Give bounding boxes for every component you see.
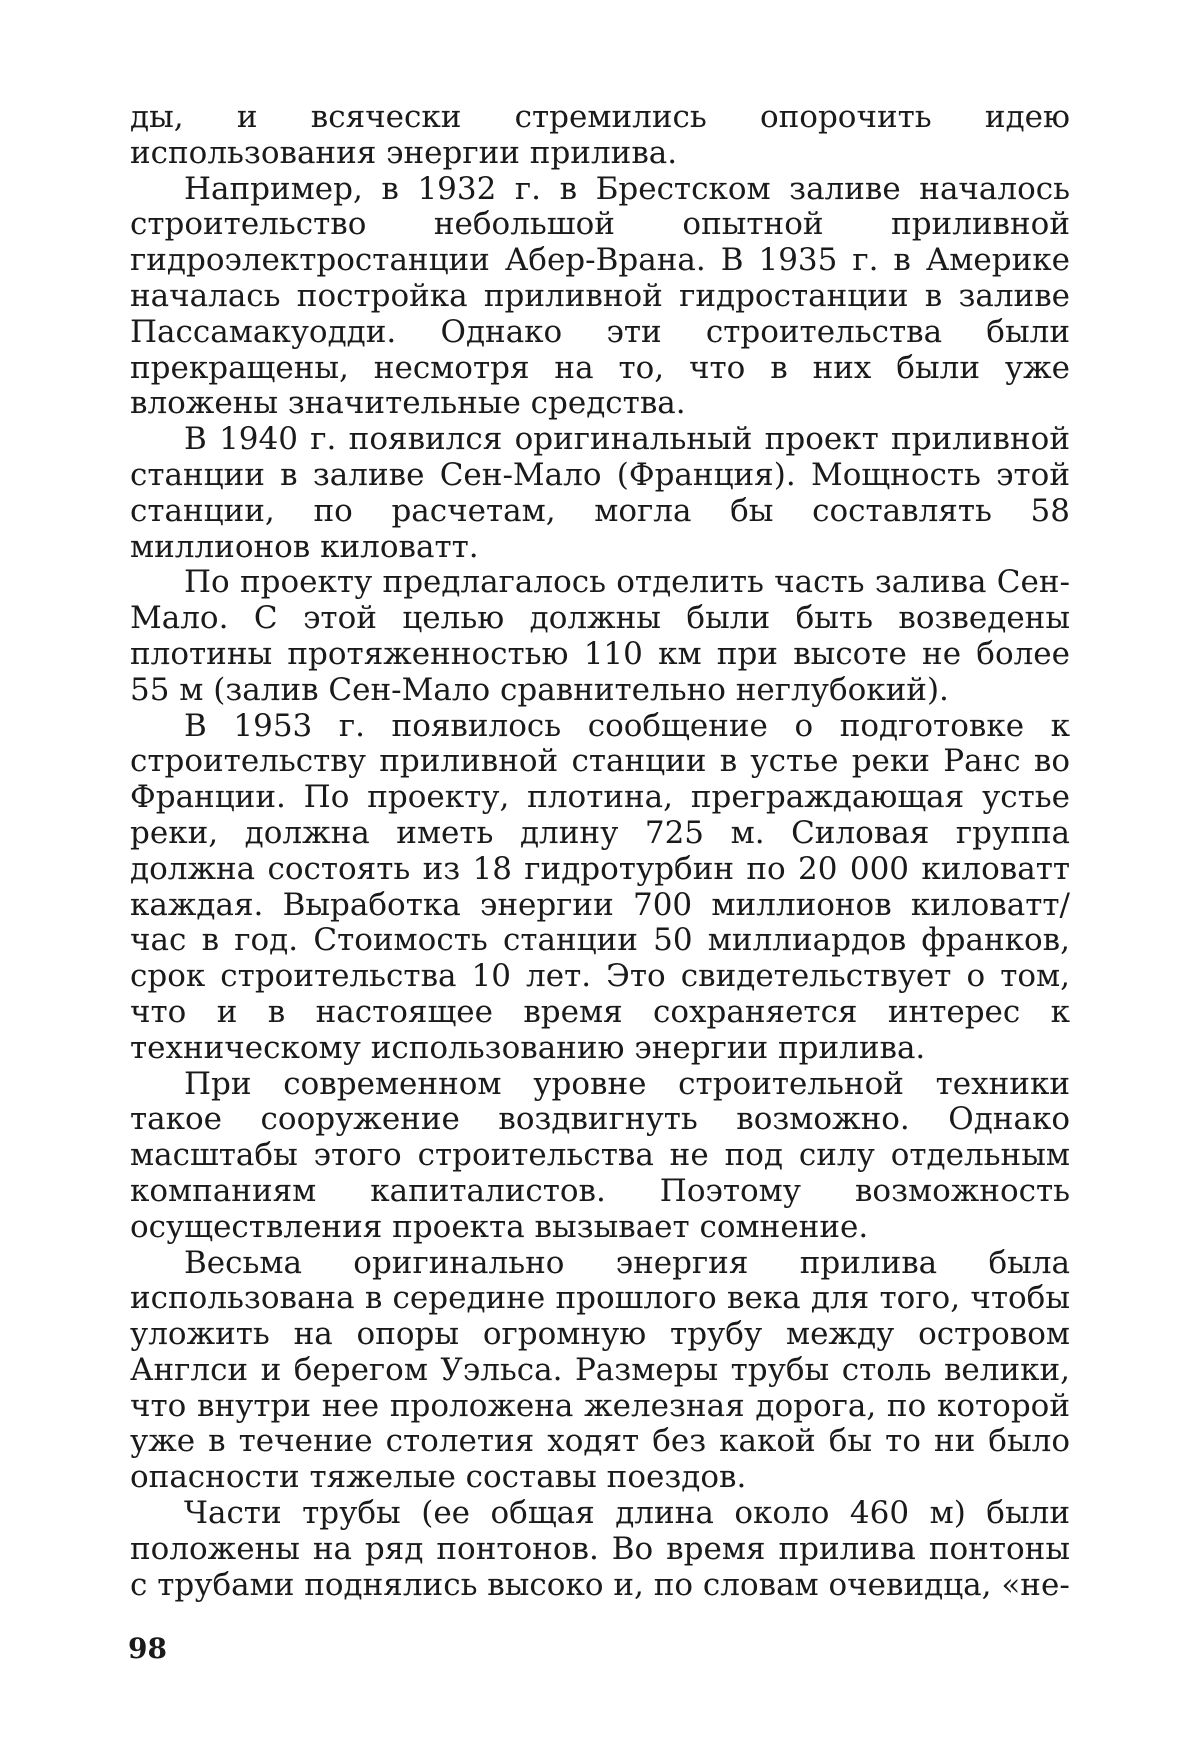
paragraph: Весьма оригинально энергия прилива была использована в середине прошлого века для того, чтобы уложить на опоры огромную трубу между островом Англси и берегом Уэльса. Размеры трубы столь велики, что внутри нее проложена железная дорога, по которой уже в течение столетия ходят без какой бы то ни было опасности тяжелые составы поездов. bbox=[130, 1244, 1070, 1496]
paragraph-continuation: ды, и всячески стремились опорочить идею использования энергии прилива. bbox=[130, 99, 1070, 171]
paragraph: По проекту предлагалось отделить часть залива Сен-Мало. С этой целью должны были быть возведены плотины протяженностью 110 км при высоте не более 55 м (залив Сен-Мало сравнительно неглубокий). bbox=[130, 564, 1070, 708]
paragraph: При современном уровне строительной техники такое сооружение воздвигнуть возможно. Однако масштабы этого строительства не под силу отдельным компаниям капиталистов. Поэтому возможность осуществления проекта вызывает сомнение. bbox=[130, 1065, 1070, 1245]
paragraph: Например, в 1932 г. в Брестском заливе началось строительство небольшой опытной приливной гидроэлектростанции Абер-Врана. В 1935 г. в Америке началась постройка приливной гидростанции в заливе Пассамакуодди. Однако эти строительства были прекращены, несмотря на то, что в них были уже вложены значительные средства. bbox=[130, 170, 1070, 422]
page-body bbox=[130, 100, 1070, 1603]
paragraph: В 1940 г. появился оригинальный проект приливной станции в заливе Сен-Мало (Франция). Мощность этой станции, по расчетам, могла бы составлять 58 миллионов киловатт. bbox=[130, 421, 1070, 565]
paragraph: Части трубы (ее общая длина около 460 м) были положены на ряд понтонов. Во время прилива понтоны с трубами поднялись высоко и, по словам очевидца, «не- bbox=[130, 1495, 1070, 1603]
paragraph: В 1953 г. появилось сообщение о подготовке к строительству приливной станции в устье реки Ранс во Франции. По проекту, плотина, преграждающая устье реки, должна иметь длину 725 м. Силовая группа должна состоять из 18 гидротурбин по 20 000 киловатт каждая. Выработка энергии 700 миллионов киловатт/час в год. Стоимость станции 50 миллиардов франков, срок строительства 10 лет. Это свидетельствует о том, что и в настоящее время сохраняется интерес к техническому использованию энергии прилива. bbox=[130, 707, 1070, 1066]
page-number: 98 bbox=[128, 1632, 167, 1665]
